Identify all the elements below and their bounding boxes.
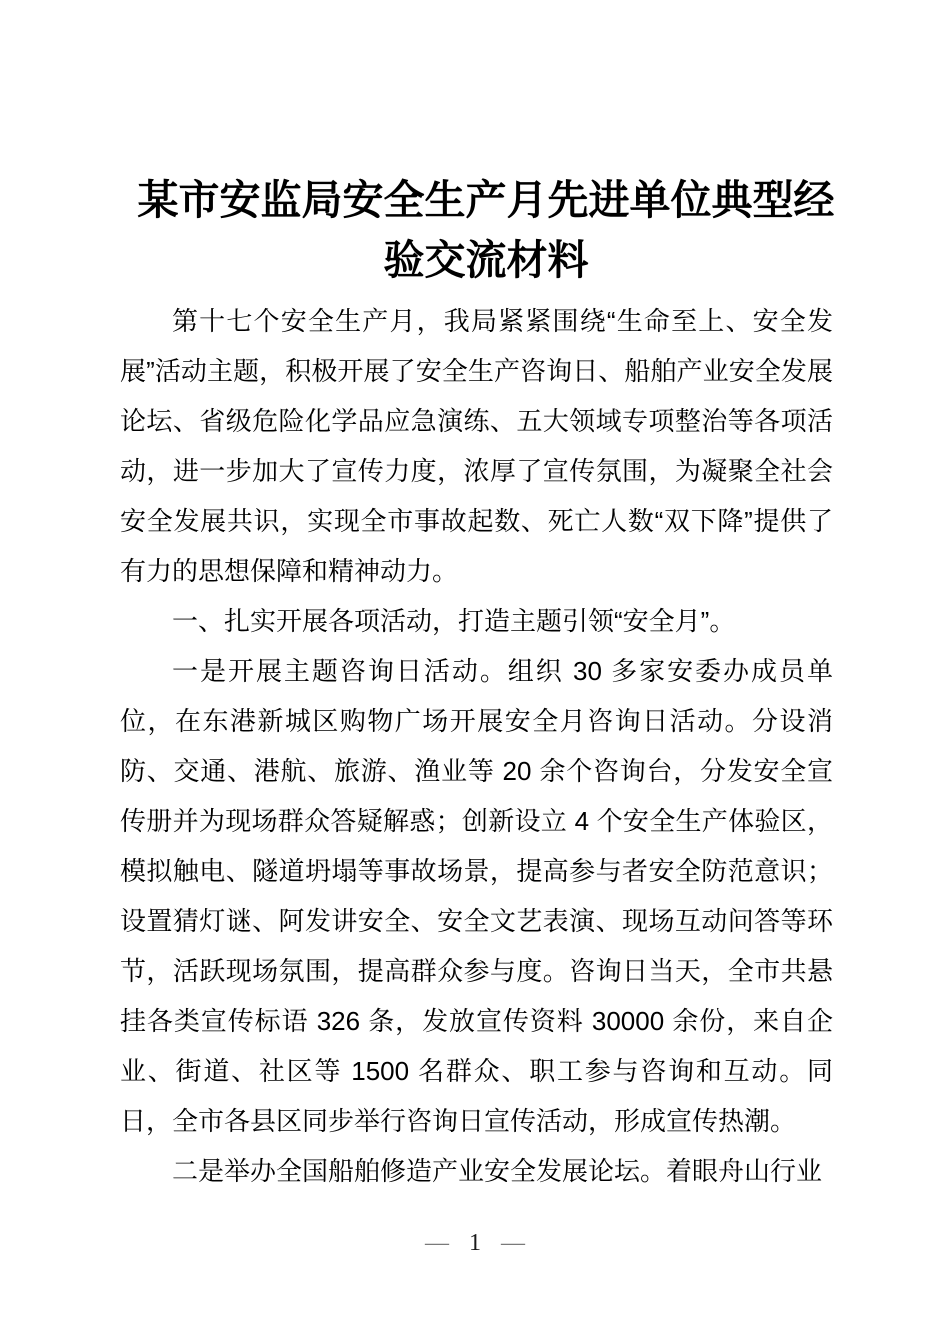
footer-dash-left: — bbox=[425, 1230, 449, 1256]
section-heading-1: 一、扎实开展各项活动，打造主题引领“安全月”。 bbox=[172, 606, 736, 636]
paragraph-point-2: 二是举办全国船舶修造产业安全发展论坛。着眼舟山行业 bbox=[172, 1156, 823, 1186]
page-number: 1 bbox=[469, 1230, 481, 1256]
document-title: 某市安监局安全生产月先进单位典型经验交流材料 bbox=[137, 177, 835, 283]
document-body bbox=[120, 296, 833, 1196]
page-footer bbox=[0, 1228, 950, 1258]
document-content bbox=[120, 170, 833, 1196]
footer-dash-right: — bbox=[501, 1230, 525, 1256]
paragraph-point-1: 一是开展主题咨询日活动。组织 30 多家安委办成员单位，在东港新城区购物广场开展安全月咨询日活动。分设消防、交通、港航、旅游、渔业等 20 余个咨询台，分发安全宣传册并为现场群众答疑解惑；创新设立 4 个安全生产体验区，模拟触电、隧道坍塌等事故场景，提高参与者安全防范意识；设置猜灯谜、阿发讲安全、安全文艺表演、现场互动问答等环节，活跃现场氛围，提高群众参与度。咨询日当天，全市共悬挂各类宣传标语 326 条，发放宣传资料 30000 余份，来自企业、街道、社区等 1500 名群众、职工参与咨询和互动。同日，全市各县区同步举行咨询日宣传活动，形成宣传热潮。 bbox=[120, 656, 833, 1136]
paragraph-intro: 第十七个安全生产月，我局紧紧围绕“生命至上、安全发展”活动主题，积极开展了安全生产咨询日、船舶产业安全发展论坛、省级危险化学品应急演练、五大领域专项整治等各项活动，进一步加大了宣传力度，浓厚了宣传氛围，为凝聚全社会安全发展共识，实现全市事故起数、死亡人数“双下降”提供了有力的思想保障和精神动力。 bbox=[120, 306, 833, 586]
